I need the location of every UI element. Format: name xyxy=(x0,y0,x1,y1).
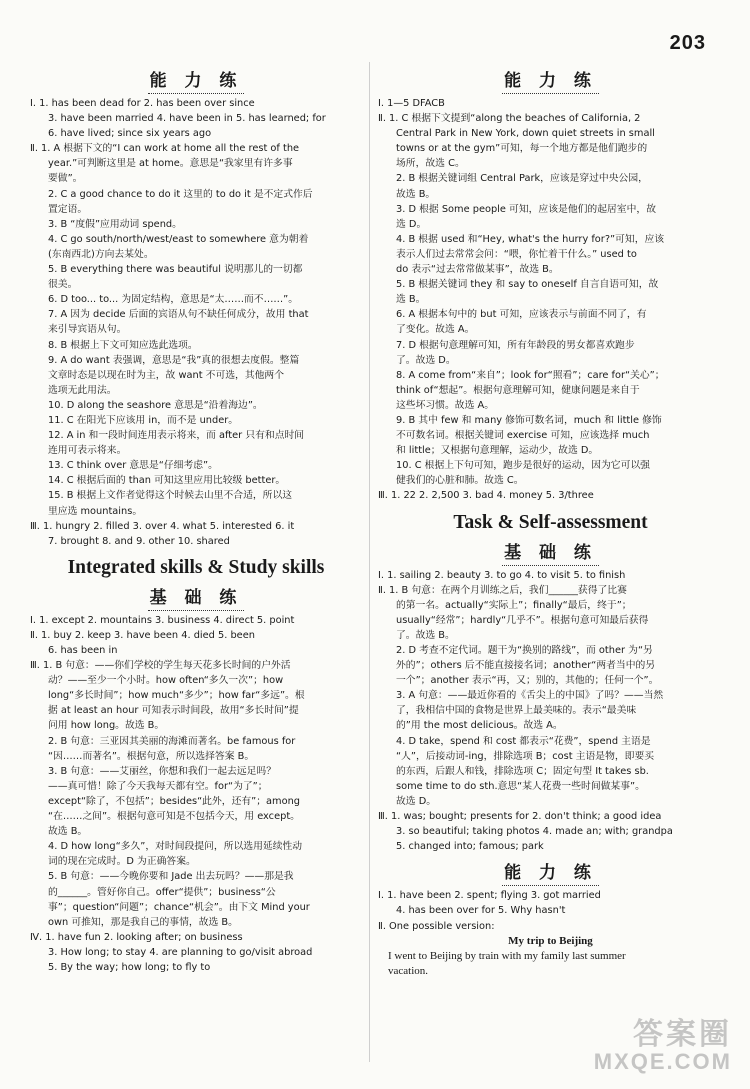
unit-title: Task & Self-assessment xyxy=(453,511,648,533)
right-column xyxy=(378,62,723,979)
answer-line: 7. brought 8. and 9. other 10. shared xyxy=(48,535,230,547)
answer-line: 6. have lived; since six years ago xyxy=(48,128,212,140)
answer-line: usually“经常”；hardly“几乎不”。根据句意可知最后获得 xyxy=(396,614,649,626)
answer-line: 的”用 the most delicious。故选 A。 xyxy=(396,720,563,732)
answer-line: 故选 D。 xyxy=(396,795,437,807)
answer-line: 了。故选 D。 xyxy=(396,354,456,366)
answer-line: except“除了，不包括”；besides“此外，还有”；among xyxy=(48,795,301,807)
answer-line: 的东西，后跟人和钱，排除选项 C；固定句型 It takes sb. xyxy=(396,765,649,777)
essay-title: My trip to Beijing xyxy=(508,934,593,947)
answer-line: 和 little；又根据句意理解，运动少，故选 D。 xyxy=(396,445,599,457)
answer-line: 10. C 根据上下句可知，跑步是很好的运动，因为它可以强 xyxy=(396,460,650,472)
answer-line: 3. D 根据 Some people 可知，应该是他们的起居室中，故 xyxy=(396,203,656,215)
answer-line: Ⅱ. 1. B 句意：在两个月训练之后，我们______获得了比赛 xyxy=(378,584,627,596)
answer-line: 3. B “度假”应用动词 spend。 xyxy=(48,218,182,230)
answer-line: 一个”；another 表示“再，又；别的，其他的；任何一个”。 xyxy=(396,675,659,687)
answer-line: 4. D take，spend 和 cost 都表示“花费”，spend 主语是 xyxy=(396,735,651,747)
answer-line: Ⅰ. 1. has been dead for 2. has been over since xyxy=(30,98,255,109)
answer-line: 10. D along the seashore 意思是“沿着海边”。 xyxy=(48,399,263,411)
answer-line: Ⅳ. 1. have fun 2. looking after; on business xyxy=(30,931,243,943)
answer-line: 15. B 根据上文作者觉得这个时候去山里不合适，所以这 xyxy=(48,490,293,502)
answer-line: 选项无此用法。 xyxy=(48,384,117,396)
answer-line: 4. D how long“多久”，对时间段提问，所以选用延续性动 xyxy=(48,841,303,853)
answer-line: Ⅱ. One possible version: xyxy=(378,920,495,932)
answer-line: 健我们的心脏和肺。故选 C。 xyxy=(396,475,524,487)
answer-line: Ⅲ. 1. 22 2. 2,500 3. bad 4. money 5. 3/three xyxy=(378,490,594,502)
answer-line: 3. so beautiful; taking photos 4. made an; with; grandpa xyxy=(396,826,673,838)
answer-line: think of“想起”。根据句意理解可知，健康问题是来自于 xyxy=(396,384,640,396)
answer-line: 9. B 其中 few 和 many 修饰可数名词，much 和 little 修饰 xyxy=(396,414,662,426)
answer-line: 3. How long; to stay 4. are planning to go/visit abroad xyxy=(48,946,313,958)
section-title-basic: 基 础 练 xyxy=(30,583,362,611)
answer-line: Ⅲ. 1. B 句意：——你们学校的学生每天花多长时间的户外活 xyxy=(30,660,291,672)
answer-line: 2. B 根据关键词组 Central Park，应该是穿过中央公园， xyxy=(396,173,648,185)
answer-lines xyxy=(378,568,723,855)
answer-line: 选 B。 xyxy=(396,294,426,306)
watermark-en: MXQE.COM xyxy=(593,1049,732,1074)
answer-line: Ⅰ. 1—5 DFACB xyxy=(378,98,445,109)
answer-line: 词的现在完成时。D 为正确答案。 xyxy=(48,856,196,868)
answer-line: 5. B everything there was beautiful 说明那儿的一切都 xyxy=(48,264,303,276)
answer-line: towns or at the gym”可知，每一个地方都是他们跑步的 xyxy=(396,143,648,155)
answer-line: 3. B 句意：——艾丽丝，你想和我们一起去远足吗？ xyxy=(48,765,277,777)
answer-line: 这些坏习惯。故选 A。 xyxy=(396,399,494,411)
answer-line: 的第一名。actually“实际上”；finally“最后，终于”； xyxy=(396,599,632,611)
answer-line: 6. A 根据本句中的 but 可知，应该表示与前面不同了，有 xyxy=(396,309,647,321)
section-title-ability: 能 力 练 xyxy=(378,858,723,886)
answer-line: Ⅲ. 1. hungry 2. filled 3. over 4. what 5. interested 6. it xyxy=(30,520,295,532)
answer-line: 连用可表示将来。 xyxy=(48,445,127,457)
answer-line: 故选 B。 xyxy=(396,188,436,200)
answer-line: “在……之间”。根据句意可知是不包括今天，用 except。 xyxy=(48,811,300,823)
section-title-basic: 基 础 练 xyxy=(378,538,723,566)
answer-line: 8. A come from“来自”；look for“照看”；care for“关心”； xyxy=(396,369,665,381)
answer-line: 外的”；others 后不能直接接名词；another“两者当中的另 xyxy=(396,660,656,672)
answer-line: 文章时态是以现在时为主，故 want 不可选，其他两个 xyxy=(48,369,285,381)
answer-line: 事”；question“问题”；chance“机会”。由下文 Mind your xyxy=(48,901,310,913)
watermark-cn: 答案圈 xyxy=(633,1017,732,1052)
answer-line: 4. C go south/north/west/east to somewhere 意为朝着 xyxy=(48,233,309,245)
answer-lines xyxy=(378,96,723,504)
answer-line: 4. has been over for 5. Why hasn't xyxy=(396,905,566,917)
answer-line: 故选 B。 xyxy=(48,826,88,838)
answer-line: year.”可判断这里是 at home。意思是“我家里有许多事 xyxy=(48,158,293,170)
answer-line: long“多长时间”；how much“多少”；how far“多远”。根 xyxy=(48,690,305,702)
answer-line: 据 at least an hour 可知表示时间段，故用“多长时间”提 xyxy=(48,705,299,717)
answer-line: Ⅲ. 1. was; bought; presents for 2. don't think; a good idea xyxy=(378,811,662,823)
answer-line: 5. B 句意：——今晚你要和 Jade 出去玩吗？——那是我 xyxy=(48,871,294,883)
answer-line: 6. D too... to... 为固定结构，意思是“太……而不……”。 xyxy=(48,294,299,306)
answer-line: 11. C 在阳光下应该用 in，而不是 under。 xyxy=(48,414,239,426)
answer-line: 4. B 根据 used 和“Hey, what's the hurry for?”可知，应该 xyxy=(396,233,665,245)
column-divider xyxy=(369,62,370,1062)
answer-line: Ⅰ. 1. except 2. mountains 3. business 4. direct 5. point xyxy=(30,614,295,626)
answer-line: 2. D 考查不定代词。题干为“换别的路线”，而 other 为“另 xyxy=(396,645,653,656)
answer-line: 置定语。 xyxy=(48,203,88,215)
answer-line: (东南西北)方向去某处。 xyxy=(48,248,154,260)
section-title-ability: 能 力 练 xyxy=(30,66,362,94)
answer-line: 2. B 句意：三亚因其美丽的海滩而著名。be famous for xyxy=(48,735,296,747)
essay-line: I went to Beijing by train with my family last summer xyxy=(388,949,626,962)
answer-line: 13. C think over 意思是“仔细考虑”。 xyxy=(48,460,218,472)
watermark-logo xyxy=(594,1009,732,1075)
answer-line: 很美。 xyxy=(48,279,78,291)
section-title-ability: 能 力 练 xyxy=(378,66,723,94)
answer-lines xyxy=(30,613,362,975)
essay-line: vacation. xyxy=(388,964,429,977)
answer-line: Ⅰ. 1. have been 2. spent; flying 3. got married xyxy=(378,890,601,902)
answer-line: 问用 how long。故选 B。 xyxy=(48,720,165,732)
answer-line: 7. D 根据句意理解可知，所有年龄段的男女都喜欢跑步 xyxy=(396,339,635,351)
answer-line: 表示人们过去常常会问：“喂，你忙着干什么。” used to xyxy=(396,248,637,260)
answer-line: 8. B 根据上下文可知应选此选项。 xyxy=(48,339,198,351)
answer-line: 5. changed into; famous; park xyxy=(396,841,544,853)
answer-line: 14. C 根据后面的 than 可知这里应用比较级 better。 xyxy=(48,475,286,487)
answer-line: 3. A 句意：——最近你看的《舌尖上的中国》了吗？——当然 xyxy=(396,690,664,702)
essay xyxy=(378,934,723,979)
answer-line: 了。故选 B。 xyxy=(396,629,455,641)
answer-line: 的______。管好你自己。offer“提供”；business“公 xyxy=(48,886,276,898)
answer-line: ——真可惜！除了今天我每天都有空。for“为了”； xyxy=(48,780,268,792)
answer-line: 选 D。 xyxy=(396,218,427,230)
unit-title: Integrated skills & Study skills xyxy=(67,556,325,578)
answer-line: 5. B 根据关键词 they 和 say to oneself 自言自语可知，故 xyxy=(396,279,659,291)
left-column xyxy=(30,62,362,975)
answer-line: 里应选 mountains。 xyxy=(48,505,143,517)
answer-line: some time to do sth.意思“某人花费一些时间做某事”。 xyxy=(396,780,645,792)
answer-line: “因……而著名”。根据句意，所以选择答案 B。 xyxy=(48,750,255,762)
answer-line: 场所，故选 C。 xyxy=(396,158,465,170)
answer-line: 6. has been in xyxy=(48,645,118,656)
answer-line: 5. By the way; how long; to fly to xyxy=(48,961,211,973)
answer-line: 不可数名词。根据关键词 exercise 可知，应该选择 much xyxy=(396,430,650,442)
answer-line: 12. A in 和一段时间连用表示将来，而 after 只有和点时间 xyxy=(48,430,305,442)
page-number: 203 xyxy=(669,32,706,54)
answer-line: own 可推知，那是我自己的事情，故选 B。 xyxy=(48,916,238,928)
answer-line: “人”，后接动词-ing，排除选项 B；cost 主语是物，即要买 xyxy=(396,750,655,762)
answer-line: 3. have been married 4. have been in 5. has learned; for xyxy=(48,113,326,125)
answer-line: 了，我相信中国的食物是世界上最美味的。表示“最美味 xyxy=(396,705,637,717)
answer-line: 了变化。故选 A。 xyxy=(396,324,475,336)
answer-line: 9. A do want 表强调，意思是“我”真的很想去度假。整篇 xyxy=(48,354,300,366)
answer-line: Ⅰ. 1. sailing 2. beauty 3. to go 4. to visit 5. to finish xyxy=(378,569,626,581)
answer-line: 来引导宾语从句。 xyxy=(48,324,127,336)
answer-line: Ⅱ. 1. C 根据下文提到“along the beaches of California, 2 xyxy=(378,113,641,125)
answer-lines xyxy=(30,96,362,549)
answer-line: do 表示“过去常常做某事”，故选 B。 xyxy=(396,264,559,276)
answer-line: Central Park in New York, down quiet streets in small xyxy=(396,128,655,140)
answer-line: 2. C a good chance to do it 这里的 to do it 是不定式作后 xyxy=(48,188,313,200)
answer-line: 7. A 因为 decide 后面的宾语从句不缺任何成分，故用 that xyxy=(48,309,309,321)
answer-line: 要做”。 xyxy=(48,173,83,185)
answer-lines xyxy=(378,888,723,933)
answer-line: Ⅱ. 1. buy 2. keep 3. have been 4. died 5. been xyxy=(30,629,255,641)
answer-line: 动？——至少一个小时。how often“多久一次”；how xyxy=(48,675,284,687)
answer-line: Ⅱ. 1. A 根据下文的“I can work at home all the rest of the xyxy=(30,143,300,155)
